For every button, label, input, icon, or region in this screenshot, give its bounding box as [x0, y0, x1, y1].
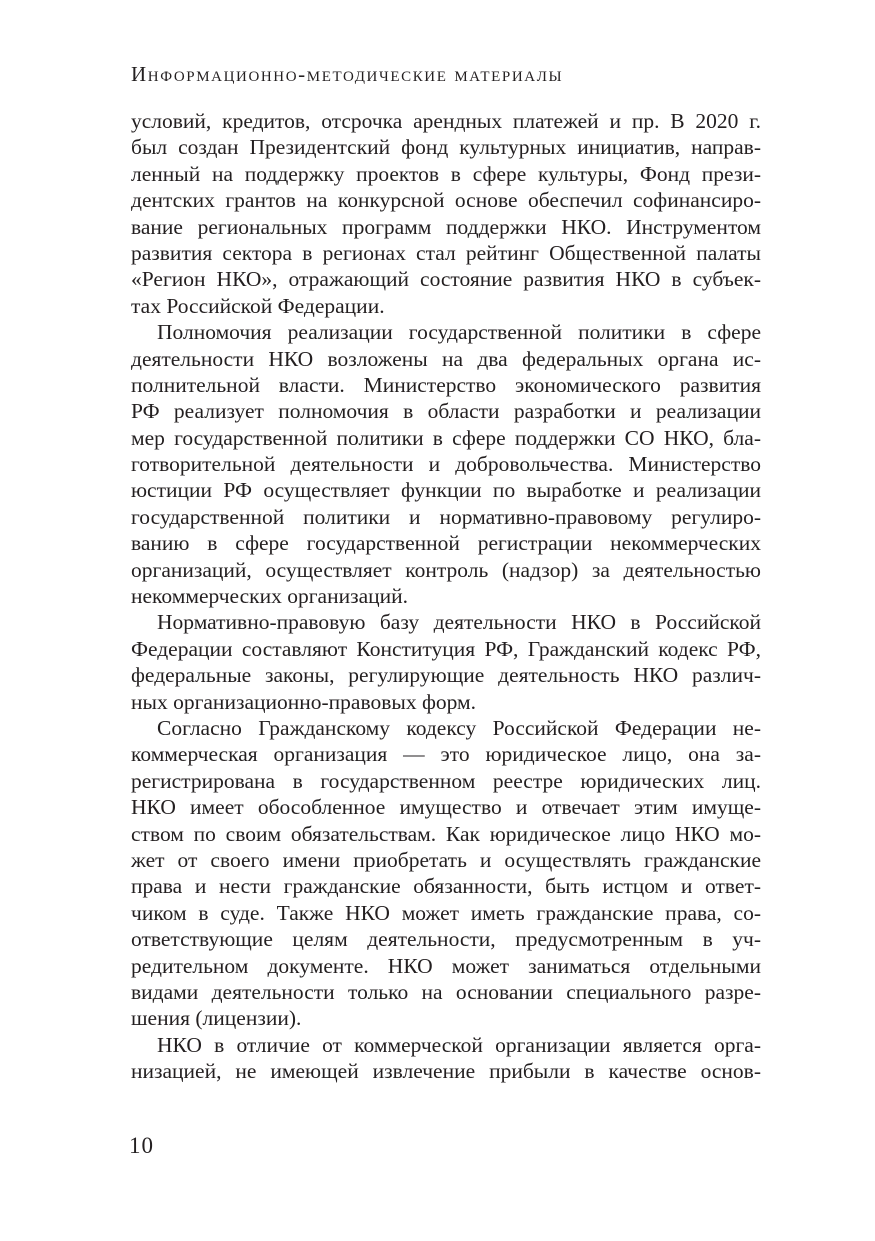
text-line: дентских грантов на конкурсной основе обеспечил софинансиро- [131, 188, 761, 213]
text-line: деятельности НКО возложены на два федеральных органа ис- [131, 346, 761, 371]
text-line: права и нести гражданские обязанности, быть истцом и ответ- [131, 874, 761, 899]
text-line: «Регион НКО», отражающий состояние развития НКО в субъек- [131, 267, 761, 292]
text-line: мер государственной политики в сфере поддержки СО НКО, бла- [131, 425, 761, 450]
text-line: Нормативно-правовую базу деятельности НКО в Российской [157, 610, 761, 635]
text-line: некоммерческих организаций. [131, 584, 409, 609]
text-line: низацией, не имеющей извлечение прибыли в качестве основ- [131, 1059, 761, 1084]
text-line: готворительной деятельности и добровольчества. Министерство [131, 452, 761, 477]
text-line: Полномочия реализации государственной политики в сфере [157, 320, 761, 345]
text-line: федеральные законы, регулирующие деятельность НКО различ- [131, 663, 761, 688]
text-line: ных организационно-правовых форм. [131, 689, 477, 714]
text-line: полнительной власти. Министерство экономического развития [131, 372, 761, 397]
paragraph [131, 715, 761, 1032]
paragraph [131, 108, 761, 319]
running-head: Информационно-методические материалы [131, 62, 564, 86]
text-line: шения (лицензии). [131, 1006, 302, 1031]
text-line: НКО в отличие от коммерческой организации является орга- [157, 1032, 761, 1057]
paragraph [131, 609, 761, 715]
paragraph [131, 1032, 761, 1085]
text-line: условий, кредитов, отсрочка арендных платежей и пр. В 2020 г. [131, 109, 761, 133]
page-number: 10 [129, 1133, 154, 1158]
text-line: регистрирована в государственном реестре юридических лиц. [131, 768, 761, 793]
text-line: ством по своим обязательствам. Как юридическое лицо НКО мо- [131, 821, 761, 846]
text-line: был создан Президентский фонд культурных инициатив, направ- [131, 135, 761, 160]
text-line: юстиции РФ осуществляет функции по выработке и реализации [131, 478, 761, 503]
text-line: организаций, осуществляет контроль (надзор) за деятельностью [131, 557, 761, 582]
paragraph [131, 319, 761, 609]
text-line: ванию в сфере государственной регистрации некоммерческих [131, 531, 761, 556]
text-line: РФ реализует полномочия в области разработки и реализации [131, 399, 761, 424]
text-line: вание региональных программ поддержки НКО. Инструментом [131, 214, 761, 239]
text-line: редительном документе. НКО может заниматься отдельными [131, 953, 761, 978]
body-text [131, 108, 761, 1084]
text-line: государственной политики и нормативно-правовому регулиро- [131, 504, 761, 529]
text-line: Согласно Гражданскому кодексу Российской Федерации не- [157, 715, 761, 740]
text-line: Федерации составляют Конституция РФ, Гражданский кодекс РФ, [131, 636, 761, 661]
text-line: жет от своего имени приобретать и осуществлять гражданские [131, 847, 761, 872]
text-line: видами деятельности только на основании специального разре- [131, 979, 761, 1004]
text-line: НКО имеет обособленное имущество и отвечает этим имуще- [131, 795, 761, 820]
text-line: коммерческая организация — это юридическое лицо, она за- [131, 742, 761, 767]
text-line: ответствующие целям деятельности, предусмотренным в уч- [131, 927, 761, 952]
text-line: ленный на поддержку проектов в сфере культуры, Фонд прези- [131, 161, 761, 186]
text-line: развития сектора в регионах стал рейтинг Общественной палаты [131, 240, 761, 265]
text-line: чиком в суде. Также НКО может иметь гражданские права, со- [131, 900, 761, 925]
text-line: тах Российской Федерации. [131, 293, 385, 318]
